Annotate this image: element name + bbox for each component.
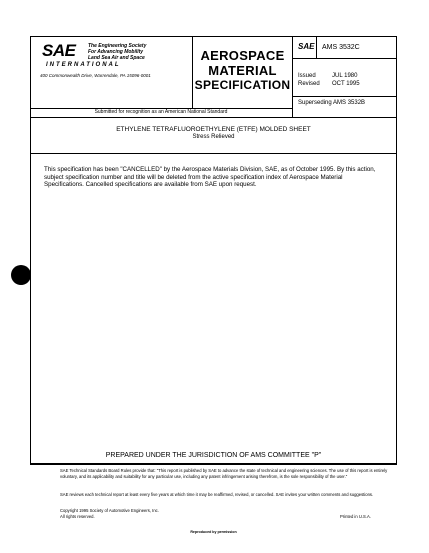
submitted-note: Submitted for recognition as an American National Standard — [94, 109, 228, 115]
society-line-3: Land Sea Air and Space — [88, 55, 145, 61]
address: 400 Commonwealth Drive, Warrendale, PA 15096-0001 — [40, 73, 151, 78]
header-divider — [316, 36, 317, 58]
copyright-line-1: Copyright 1995 Society of Automotive Engineers, Inc. — [60, 508, 159, 513]
society-line-2: For Advancing Mobility — [88, 49, 144, 55]
header-divider — [292, 96, 397, 97]
superseding: Superseding AMS 3532B — [298, 100, 366, 106]
footer-divider — [30, 464, 397, 465]
doc-number: AMS 3532C — [322, 44, 360, 51]
section-title: ETHYLENE TETRAFLUOROETHYLENE (ETFE) MOLDED SHEET — [116, 126, 311, 133]
title-line-3: SPECIFICATION — [194, 78, 291, 92]
society-line-1: The Engineering Society — [88, 43, 147, 49]
punch-hole-mark — [11, 265, 31, 285]
section-subtitle: Stress Relieved — [192, 134, 235, 140]
sae-logo — [40, 41, 190, 73]
title-line-2: MATERIAL — [208, 63, 277, 78]
copyright-line-2: All rights reserved. — [60, 514, 95, 519]
fine-print-1: SAE Technical Standards Board Rules provide that: "This report is published by SAE to advance the state of technical and engineering sciences. The use of this report is entirely voluntary, and its applicability and suitability for any particular use, including any patent infringement arising therefrom, is the sole responsibility of the user." — [60, 468, 388, 479]
header-divider — [292, 58, 397, 59]
sae-logo-mark: SAE — [42, 41, 76, 60]
issued-value: JUL 1980 — [332, 73, 358, 79]
issued-label: Issued — [298, 73, 316, 79]
section-header — [30, 118, 397, 154]
title-line-1: AEROSPACE — [200, 48, 285, 63]
reproduced-note: Reproduced by permission — [190, 530, 237, 534]
header-divider — [292, 36, 293, 118]
revised-value: OCT 1995 — [332, 81, 360, 87]
cancellation-paragraph: This specification has been "CANCELLED" by the Aerospace Materials Division, SAE, as of October 1995. By this action, subject specification number and title will be deleted from the active specification index of Aerospace Material Specifications. Cancelled specifications are available from SAE upon request. — [44, 166, 376, 189]
sae-mark: SAE — [298, 42, 315, 51]
spec-title — [193, 48, 292, 93]
fine-print-2: SAE reviews each technical report at least every five years at which time it may be reaffirmed, revised, or cancelled. SAE invites your written comments and suggestions. — [60, 492, 374, 497]
prepared-under: PREPARED UNDER THE JURISDICTION OF AMS COMMITTEE "P" — [105, 452, 322, 459]
printed-in: Printed in U.S.A. — [340, 514, 371, 519]
revised-label: Revised — [298, 81, 320, 87]
international-label: INTERNATIONAL — [46, 62, 121, 68]
